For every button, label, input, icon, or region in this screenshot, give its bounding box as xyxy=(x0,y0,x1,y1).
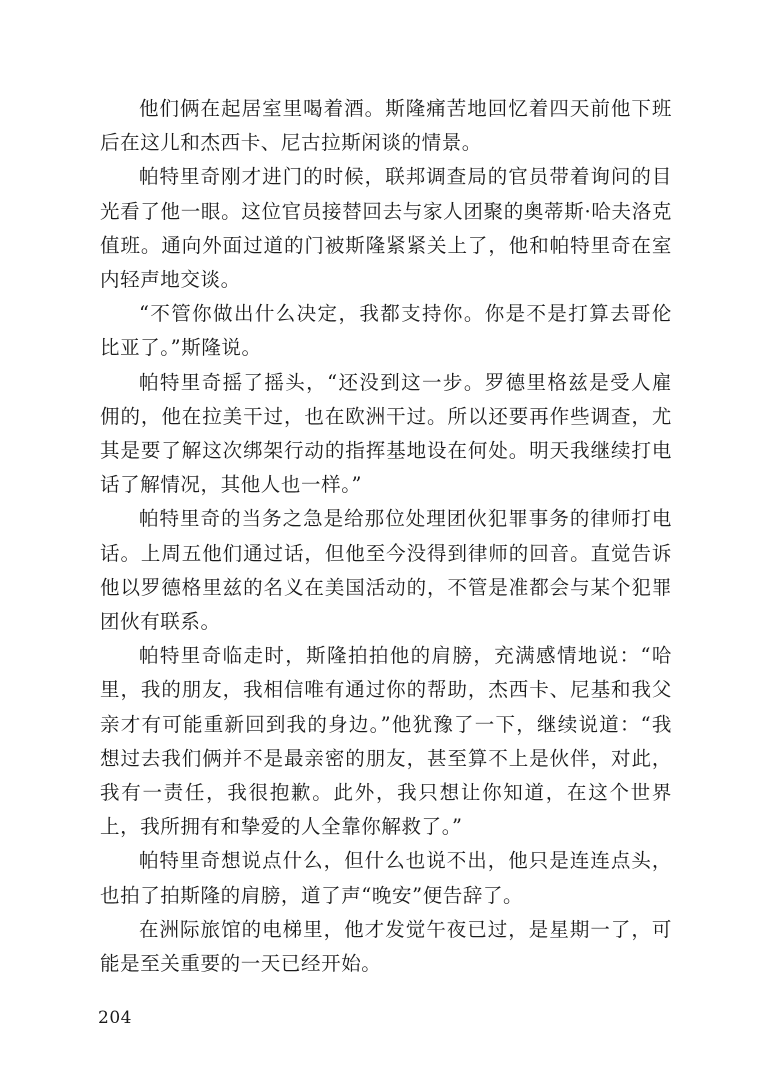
paragraph-5: 帕特里奇的当务之急是给那位处理团伙犯罪事务的律师打电话。上周五他们通过话，但他至今没得到律师的回音。直觉告诉他以罗德格里兹的名义在美国活动的，不管是准都会与某个犯罪团伙有联系。 xyxy=(100,507,672,634)
paragraph-4: 帕特里奇摇了摇头，“还没到这一步。罗德里格兹是受人雇佣的，他在拉美干过，也在欧洲干过。所以还要再作些调查，尤其是要了解这次绑架行动的指挥基地设在何处。明天我继续打电话了解情况，其他人也一样。” xyxy=(100,370,672,497)
paragraph-1: 他们俩在起居室里喝着酒。斯隆痛苦地回忆着四天前他下班后在这儿和杰西卡、尼古拉斯闲谈的情景。 xyxy=(100,97,672,155)
page-number: 204 xyxy=(98,1008,132,1028)
paragraph-8: 在洲际旅馆的电梯里，他才发觉午夜已过，是星期一了，可能是至关重要的一天已经开始。 xyxy=(100,917,672,976)
page-body xyxy=(100,92,672,981)
paragraph-7: 帕特里奇想说点什么，但什么也说不出，他只是连连点头，也拍了拍斯隆的肩膀，道了声“晚安”便告辞了。 xyxy=(100,849,672,907)
paragraph-6: 帕特里奇临走时，斯隆拍拍他的肩膀，充满感情地说：“哈里，我的朋友，我相信唯有通过你的帮助，杰西卡、尼基和我父亲才有可能重新回到我的身边。”他犹豫了一下，继续说道：“我想过去我们俩并不是最亲密的朋友，甚至算不上是伙伴，对此，我有一责任，我很抱歉。此外，我只想让你知道，在这个世界上，我所拥有和挚爱的人全靠你解救了。” xyxy=(100,644,672,839)
paragraph-2: 帕特里奇刚才进门的时候，联邦调查局的官员带着询问的目光看了他一眼。这位官员接替回去与家人团聚的奥蒂斯·哈夫洛克值班。通向外面过道的门被斯隆紧紧关上了，他和帕特里奇在室内轻声地交谈。 xyxy=(100,165,672,292)
paragraph-3: “不管你做出什么决定，我都支持你。你是不是打算去哥伦比亚了。”斯隆说。 xyxy=(100,302,672,360)
